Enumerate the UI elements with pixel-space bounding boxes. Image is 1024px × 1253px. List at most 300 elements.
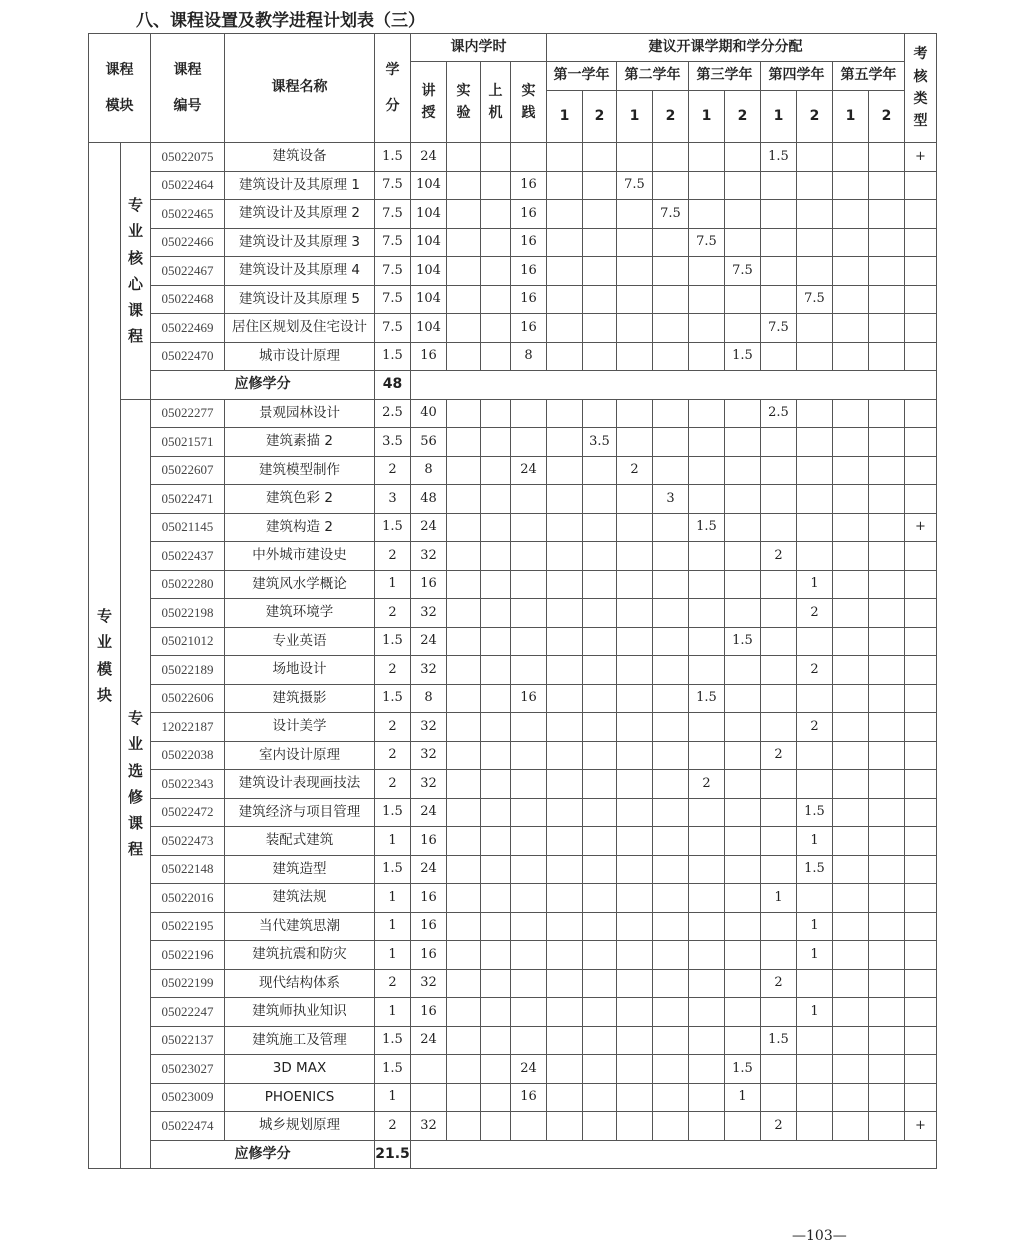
exam-type [905, 399, 937, 428]
table-row [89, 827, 937, 856]
header-year-4: 第四学年 [761, 62, 833, 91]
header-name: 课程名称 [225, 34, 375, 143]
term-credit [583, 1026, 617, 1055]
term-credit [653, 684, 689, 713]
term-credit [797, 456, 833, 485]
term-credit [689, 257, 725, 286]
term-credit [761, 998, 797, 1027]
term-credit [547, 228, 583, 257]
term-credit [547, 399, 583, 428]
term-credit [583, 513, 617, 542]
hours-computer [481, 770, 511, 799]
exam-type [905, 656, 937, 685]
term-credit: 2 [617, 456, 653, 485]
hours-practice: 24 [511, 456, 547, 485]
term-credit [761, 285, 797, 314]
hours-computer [481, 285, 511, 314]
hours-lecture: 16 [411, 884, 447, 913]
term-credit [583, 855, 617, 884]
term-credit [689, 969, 725, 998]
term-credit [689, 827, 725, 856]
term-credit: 1.5 [797, 855, 833, 884]
course-code: 05022472 [151, 798, 225, 827]
hours-lecture: 16 [411, 998, 447, 1027]
course-credit: 2 [375, 656, 411, 685]
term-credit [725, 969, 761, 998]
term-credit [583, 342, 617, 371]
hours-computer [481, 200, 511, 229]
term-credit [547, 741, 583, 770]
subtotal-row [89, 1140, 937, 1169]
term-credit: 1 [797, 912, 833, 941]
term-credit [547, 713, 583, 742]
term-credit [547, 456, 583, 485]
term-credit [833, 570, 869, 599]
term-credit [617, 342, 653, 371]
subtotal-credit: 48 [375, 371, 411, 400]
hours-lab [447, 399, 481, 428]
curriculum-table [88, 33, 937, 1169]
term-credit [833, 513, 869, 542]
term-credit [869, 456, 905, 485]
term-credit [725, 884, 761, 913]
term-credit [869, 485, 905, 514]
term-credit [797, 1055, 833, 1084]
term-credit [583, 399, 617, 428]
term-credit [583, 200, 617, 229]
term-credit [689, 314, 725, 343]
hours-lecture: 56 [411, 428, 447, 457]
term-credit [761, 228, 797, 257]
hours-lecture: 24 [411, 627, 447, 656]
term-credit [653, 456, 689, 485]
course-code: 05022198 [151, 599, 225, 628]
hours-lab [447, 171, 481, 200]
term-credit: 1 [797, 941, 833, 970]
term-credit [617, 912, 653, 941]
term-credit [653, 998, 689, 1027]
table-row [89, 1055, 937, 1084]
term-credit [653, 713, 689, 742]
term-credit [869, 1112, 905, 1141]
exam-type [905, 1026, 937, 1055]
term-credit [617, 798, 653, 827]
exam-type: + [905, 513, 937, 542]
term-credit [761, 912, 797, 941]
term-credit [583, 713, 617, 742]
hours-lab [447, 428, 481, 457]
hours-computer [481, 998, 511, 1027]
hours-lecture: 32 [411, 1112, 447, 1141]
hours-lab [447, 257, 481, 286]
hours-practice: 16 [511, 1083, 547, 1112]
subtotal-empty [411, 371, 937, 400]
hours-lab [447, 456, 481, 485]
course-credit: 1.5 [375, 627, 411, 656]
term-credit [689, 285, 725, 314]
term-credit [583, 770, 617, 799]
course-name: 场地设计 [225, 656, 375, 685]
term-credit [689, 200, 725, 229]
term-credit [547, 969, 583, 998]
page-number: —103— [792, 1228, 847, 1244]
term-credit [833, 342, 869, 371]
hours-lecture: 8 [411, 684, 447, 713]
hours-practice [511, 998, 547, 1027]
term-credit [761, 713, 797, 742]
table-row [89, 884, 937, 913]
term-credit: 2 [797, 656, 833, 685]
course-name: PHOENICS [225, 1083, 375, 1112]
term-credit [725, 656, 761, 685]
table-row [89, 570, 937, 599]
exam-type [905, 741, 937, 770]
exam-type [905, 1055, 937, 1084]
hours-lab [447, 912, 481, 941]
table-row [89, 342, 937, 371]
term-credit [583, 827, 617, 856]
term-credit [689, 855, 725, 884]
term-credit [583, 969, 617, 998]
term-credit [547, 855, 583, 884]
course-credit: 1.5 [375, 1026, 411, 1055]
table-row [89, 1026, 937, 1055]
table-row [89, 684, 937, 713]
hours-practice: 16 [511, 257, 547, 286]
term-credit [547, 627, 583, 656]
exam-type [905, 456, 937, 485]
term-credit [833, 200, 869, 229]
hours-lab [447, 314, 481, 343]
hours-lecture: 16 [411, 827, 447, 856]
course-code: 05022467 [151, 257, 225, 286]
exam-type [905, 570, 937, 599]
term-credit [833, 599, 869, 628]
course-name: 建筑设计表现画技法 [225, 770, 375, 799]
term-credit [761, 257, 797, 286]
hours-computer [481, 884, 511, 913]
term-credit [617, 627, 653, 656]
term-credit [689, 399, 725, 428]
term-credit [653, 884, 689, 913]
header-term: 1 [833, 91, 869, 143]
term-credit [547, 912, 583, 941]
hours-computer [481, 1026, 511, 1055]
term-credit [725, 428, 761, 457]
term-credit [653, 1026, 689, 1055]
term-credit [869, 770, 905, 799]
hours-lecture: 104 [411, 285, 447, 314]
hours-lecture: 32 [411, 741, 447, 770]
term-credit [653, 1083, 689, 1112]
term-credit: 1.5 [725, 342, 761, 371]
course-credit: 1.5 [375, 798, 411, 827]
course-credit: 1 [375, 884, 411, 913]
term-credit [761, 1055, 797, 1084]
term-credit [653, 599, 689, 628]
header-term: 2 [797, 91, 833, 143]
term-credit [725, 798, 761, 827]
term-credit [617, 741, 653, 770]
hours-lab [447, 713, 481, 742]
table-row [89, 143, 937, 172]
term-credit [869, 741, 905, 770]
term-credit [653, 171, 689, 200]
term-credit [833, 998, 869, 1027]
course-code: 05022148 [151, 855, 225, 884]
term-credit [797, 314, 833, 343]
term-credit [689, 656, 725, 685]
term-credit [689, 912, 725, 941]
hours-computer [481, 257, 511, 286]
course-name: 建筑经济与项目管理 [225, 798, 375, 827]
term-credit [583, 884, 617, 913]
term-credit [797, 257, 833, 286]
term-credit [689, 428, 725, 457]
hours-lecture: 16 [411, 941, 447, 970]
term-credit [761, 171, 797, 200]
hours-lecture: 24 [411, 1026, 447, 1055]
term-credit [797, 770, 833, 799]
hours-practice [511, 941, 547, 970]
term-credit [725, 314, 761, 343]
hours-practice [511, 656, 547, 685]
hours-computer [481, 570, 511, 599]
group-label: 专业选修课程 [128, 709, 144, 859]
course-code: 05022474 [151, 1112, 225, 1141]
exam-type [905, 912, 937, 941]
term-credit [617, 200, 653, 229]
term-credit [833, 798, 869, 827]
hours-practice: 16 [511, 228, 547, 257]
exam-type [905, 599, 937, 628]
header-credit: 学分 [375, 34, 411, 143]
term-credit: 1.5 [761, 1026, 797, 1055]
term-credit: 1.5 [761, 143, 797, 172]
term-credit: 2 [761, 969, 797, 998]
header-year-2: 第二学年 [617, 62, 689, 91]
hours-lecture: 24 [411, 143, 447, 172]
term-credit [547, 513, 583, 542]
hours-practice [511, 827, 547, 856]
exam-type [905, 342, 937, 371]
hours-computer [481, 314, 511, 343]
term-credit [583, 798, 617, 827]
course-code: 05022247 [151, 998, 225, 1027]
subtotal-empty [411, 1140, 937, 1169]
header-code: 课程编号 [151, 34, 225, 143]
term-credit [869, 257, 905, 286]
term-credit [583, 314, 617, 343]
hours-computer [481, 599, 511, 628]
hours-practice [511, 627, 547, 656]
term-credit [653, 513, 689, 542]
term-credit [797, 542, 833, 571]
term-credit [617, 143, 653, 172]
term-credit [725, 827, 761, 856]
hours-lab [447, 827, 481, 856]
course-name: 居住区规划及住宅设计 [225, 314, 375, 343]
course-credit: 7.5 [375, 257, 411, 286]
term-credit [797, 143, 833, 172]
term-credit [833, 171, 869, 200]
course-code: 05022471 [151, 485, 225, 514]
term-credit [833, 941, 869, 970]
course-name: 建筑设计及其原理 2 [225, 200, 375, 229]
term-credit: 1 [761, 884, 797, 913]
term-credit [869, 1083, 905, 1112]
hours-lecture: 16 [411, 912, 447, 941]
term-credit [725, 228, 761, 257]
course-credit: 1.5 [375, 684, 411, 713]
term-credit [547, 1055, 583, 1084]
course-code: 05022468 [151, 285, 225, 314]
header-exam: 考核类型 [905, 34, 937, 143]
hours-lab [447, 599, 481, 628]
exam-type [905, 485, 937, 514]
term-credit [833, 627, 869, 656]
exam-type [905, 1083, 937, 1112]
term-credit [797, 1112, 833, 1141]
exam-type: + [905, 143, 937, 172]
table-row [89, 656, 937, 685]
course-name: 设计美学 [225, 713, 375, 742]
term-credit [653, 542, 689, 571]
course-credit: 2 [375, 1112, 411, 1141]
course-code: 05022199 [151, 969, 225, 998]
term-credit [689, 570, 725, 599]
course-code: 05021571 [151, 428, 225, 457]
term-credit [869, 798, 905, 827]
course-name: 当代建筑思潮 [225, 912, 375, 941]
course-name: 建筑摄影 [225, 684, 375, 713]
exam-type [905, 770, 937, 799]
table-row [89, 228, 937, 257]
hours-computer [481, 969, 511, 998]
term-credit [761, 855, 797, 884]
term-credit [833, 1055, 869, 1084]
term-credit [617, 285, 653, 314]
term-credit: 3 [653, 485, 689, 514]
term-credit: 7.5 [725, 257, 761, 286]
term-credit [617, 485, 653, 514]
subtotal-row [89, 371, 937, 400]
table-row [89, 513, 937, 542]
term-credit: 1 [797, 827, 833, 856]
term-credit [725, 1026, 761, 1055]
term-credit [725, 741, 761, 770]
term-credit [547, 570, 583, 599]
course-credit: 1 [375, 912, 411, 941]
hours-computer [481, 713, 511, 742]
course-code: 05022464 [151, 171, 225, 200]
term-credit [833, 314, 869, 343]
term-credit [725, 998, 761, 1027]
exam-type [905, 827, 937, 856]
exam-type [905, 884, 937, 913]
hours-lecture: 48 [411, 485, 447, 514]
term-credit [617, 855, 653, 884]
hours-lecture: 40 [411, 399, 447, 428]
term-credit [797, 1026, 833, 1055]
hours-lecture: 24 [411, 798, 447, 827]
exam-type [905, 228, 937, 257]
course-name: 建筑造型 [225, 855, 375, 884]
table-row [89, 485, 937, 514]
hours-practice [511, 798, 547, 827]
term-credit [617, 1083, 653, 1112]
term-credit [653, 827, 689, 856]
term-credit [653, 285, 689, 314]
term-credit [725, 713, 761, 742]
exam-type [905, 314, 937, 343]
term-credit [547, 485, 583, 514]
term-credit [653, 741, 689, 770]
table-row [89, 912, 937, 941]
term-credit [725, 941, 761, 970]
term-credit [869, 998, 905, 1027]
term-credit [833, 884, 869, 913]
term-credit [833, 485, 869, 514]
term-credit [617, 570, 653, 599]
hours-computer [481, 342, 511, 371]
course-credit: 1 [375, 827, 411, 856]
hours-practice [511, 884, 547, 913]
term-credit [547, 171, 583, 200]
term-credit [689, 342, 725, 371]
term-credit [617, 684, 653, 713]
course-credit: 7.5 [375, 285, 411, 314]
course-code: 05022196 [151, 941, 225, 970]
term-credit: 2.5 [761, 399, 797, 428]
term-credit [869, 285, 905, 314]
term-credit [547, 998, 583, 1027]
course-name: 建筑构造 2 [225, 513, 375, 542]
term-credit [869, 542, 905, 571]
table-row [89, 456, 937, 485]
term-credit [689, 713, 725, 742]
hours-computer [481, 171, 511, 200]
term-credit: 1 [797, 998, 833, 1027]
term-credit [761, 684, 797, 713]
hours-computer [481, 1083, 511, 1112]
course-credit: 3 [375, 485, 411, 514]
course-code: 05023009 [151, 1083, 225, 1112]
term-credit [653, 342, 689, 371]
course-name: 建筑设备 [225, 143, 375, 172]
course-credit: 2 [375, 770, 411, 799]
term-credit [583, 570, 617, 599]
term-credit: 1.5 [689, 513, 725, 542]
term-credit [797, 969, 833, 998]
hours-practice [511, 485, 547, 514]
term-credit [583, 912, 617, 941]
term-credit [617, 941, 653, 970]
term-credit [617, 599, 653, 628]
table-row [89, 941, 937, 970]
term-credit [833, 656, 869, 685]
term-credit [547, 542, 583, 571]
term-credit [653, 855, 689, 884]
hours-computer [481, 1112, 511, 1141]
term-credit [653, 399, 689, 428]
hours-lab [447, 143, 481, 172]
term-credit [689, 171, 725, 200]
term-credit [833, 542, 869, 571]
hours-lab [447, 770, 481, 799]
exam-type [905, 285, 937, 314]
term-credit [617, 428, 653, 457]
